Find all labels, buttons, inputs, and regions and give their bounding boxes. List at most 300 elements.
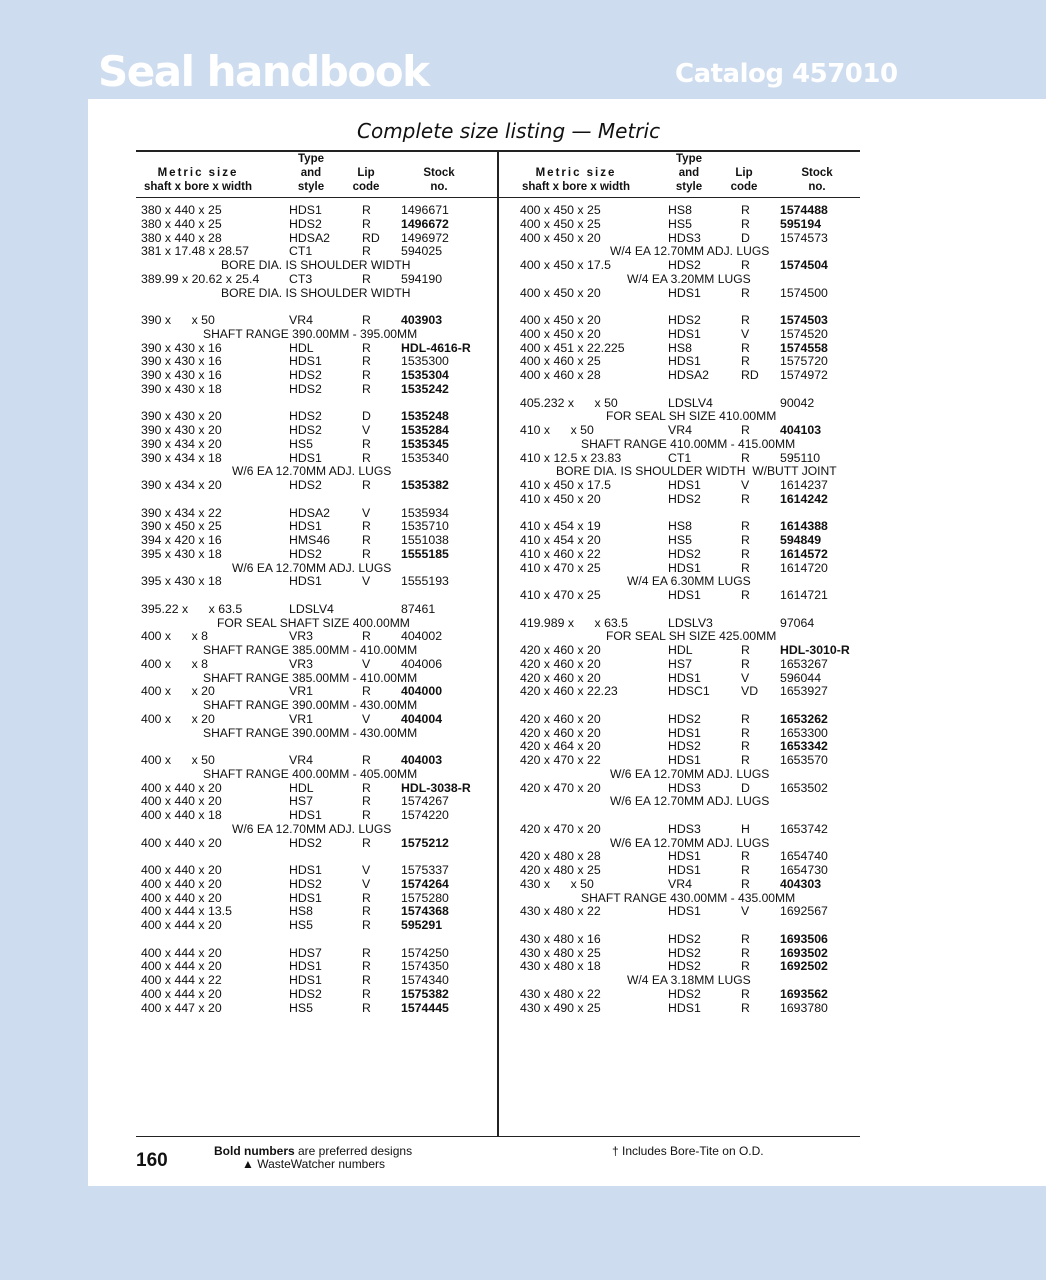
lip-cell: R bbox=[362, 340, 371, 355]
row-gap bbox=[141, 493, 493, 507]
stock-cell: 404000 bbox=[401, 684, 443, 699]
stock-cell: 1575280 bbox=[401, 890, 449, 905]
size-cell: 390 x 430 x 18 bbox=[141, 381, 222, 396]
type-cell: HDS1 bbox=[289, 574, 322, 589]
stock-cell: 1551038 bbox=[401, 533, 449, 547]
size-cell: 430 x 480 x 16 bbox=[520, 931, 601, 946]
stock-cell: 404103 bbox=[780, 423, 822, 437]
table-row bbox=[520, 548, 858, 562]
stock-cell: 1535284 bbox=[401, 423, 449, 437]
type-cell: HDS1 bbox=[668, 588, 701, 602]
size-cell: 420 x 470 x 22 bbox=[520, 753, 601, 767]
stock-cell: 596044 bbox=[780, 670, 822, 685]
stock-cell: 1692502 bbox=[780, 959, 828, 974]
stock-cell: 594190 bbox=[401, 271, 443, 286]
lip-cell: R bbox=[362, 808, 371, 822]
right-lip-header: Lip code bbox=[730, 166, 758, 193]
note-text: SHAFT RANGE 390.00MM - 395.00MM bbox=[203, 326, 418, 341]
stock-cell: 1653502 bbox=[780, 780, 828, 795]
size-cell: 400 x x 20 bbox=[141, 711, 215, 726]
size-cell: 420 x 460 x 20 bbox=[520, 643, 601, 657]
stock-cell: 1693506 bbox=[780, 931, 828, 946]
size-cell: 410 x 454 x 19 bbox=[520, 519, 601, 534]
table-row bbox=[141, 575, 493, 589]
table-row bbox=[141, 809, 493, 823]
table-row bbox=[520, 644, 858, 658]
table-row bbox=[520, 328, 858, 342]
lip-cell: R bbox=[362, 519, 371, 534]
wastewatcher-legend: ▲ WasteWatcher numbers bbox=[242, 1157, 386, 1171]
type-cell: HMS46 bbox=[289, 533, 331, 547]
table-row-note bbox=[520, 768, 858, 782]
table-row bbox=[520, 369, 858, 383]
stock-cell: 1535382 bbox=[401, 478, 449, 492]
stock-cell: 87461 bbox=[401, 601, 436, 616]
table-row-note bbox=[520, 795, 858, 809]
stock-cell: 1693502 bbox=[780, 945, 828, 960]
size-cell: 420 x 470 x 20 bbox=[520, 780, 601, 795]
stock-cell: 1693780 bbox=[780, 1000, 828, 1015]
lip-cell: R bbox=[741, 945, 750, 960]
stock-cell: 1574573 bbox=[780, 230, 828, 245]
stock-cell: 1555185 bbox=[401, 546, 449, 561]
row-gap bbox=[520, 300, 858, 314]
stock-cell: 1574558 bbox=[780, 340, 828, 355]
note-text: SHAFT RANGE 390.00MM - 430.00MM bbox=[203, 698, 418, 712]
table-row bbox=[520, 727, 858, 741]
lip-cell: R bbox=[741, 753, 750, 767]
table-row bbox=[141, 534, 493, 548]
size-cell: 400 x 450 x 20 bbox=[520, 285, 601, 300]
lip-cell: R bbox=[741, 588, 750, 602]
note-text: BORE DIA. IS SHOULDER WIDTH bbox=[221, 258, 411, 272]
size-cell: 430 x 480 x 22 bbox=[520, 904, 601, 919]
size-cell: 420 x 480 x 25 bbox=[520, 863, 601, 877]
stock-cell: 1574340 bbox=[401, 973, 449, 987]
type-cell: HS5 bbox=[289, 1000, 313, 1015]
type-cell: VR1 bbox=[289, 684, 313, 699]
type-cell: VR4 bbox=[668, 423, 692, 437]
handbook-title: Seal handbook bbox=[98, 47, 429, 96]
table-row bbox=[141, 218, 493, 232]
size-cell: 400 x 450 x 20 bbox=[520, 230, 601, 245]
right-stock-header: Stock no. bbox=[801, 166, 833, 193]
table-row bbox=[520, 314, 858, 328]
table-row bbox=[520, 617, 858, 631]
lip-cell: R bbox=[362, 684, 371, 699]
note-text: W/4 EA 3.18MM LUGS bbox=[627, 973, 751, 987]
type-cell: HDL bbox=[289, 340, 314, 355]
type-cell: VR1 bbox=[289, 711, 313, 726]
size-cell: 390 x 434 x 20 bbox=[141, 436, 222, 451]
table-row bbox=[520, 355, 858, 369]
type-cell: HDSC1 bbox=[668, 684, 710, 699]
size-cell: 400 x x 20 bbox=[141, 684, 215, 699]
stock-cell: 595291 bbox=[401, 918, 443, 932]
type-cell: CT1 bbox=[668, 450, 692, 465]
type-cell: HDS2 bbox=[289, 986, 322, 1001]
bold-legend-text: are preferred designs bbox=[294, 1144, 413, 1158]
size-cell: 430 x 480 x 25 bbox=[520, 945, 601, 960]
lip-cell: R bbox=[741, 450, 750, 465]
size-cell: 400 x 450 x 25 bbox=[520, 203, 601, 217]
note-text: SHAFT RANGE 430.00MM - 435.00MM bbox=[581, 890, 796, 905]
size-cell: 420 x 460 x 20 bbox=[520, 725, 601, 740]
lip-cell: R bbox=[362, 753, 371, 767]
table-row bbox=[141, 479, 493, 493]
size-cell: 400 x 440 x 20 bbox=[141, 863, 222, 877]
table-row bbox=[141, 548, 493, 562]
size-cell: 389.99 x 20.62 x 25.4 bbox=[141, 271, 260, 286]
size-cell: 390 x 430 x 16 bbox=[141, 354, 222, 369]
table-row bbox=[520, 672, 858, 686]
size-cell: 410 x 12.5 x 23.83 bbox=[520, 450, 622, 465]
table-row bbox=[520, 287, 858, 301]
lip-cell: R bbox=[362, 918, 371, 932]
type-cell: HDS2 bbox=[289, 216, 322, 231]
note-text: W/6 EA 12.70MM ADJ. LUGS bbox=[232, 560, 392, 575]
type-cell: HDS2 bbox=[668, 739, 701, 754]
size-cell: 394 x 420 x 16 bbox=[141, 533, 222, 547]
type-cell: HDS1 bbox=[668, 753, 701, 767]
table-row-note bbox=[141, 672, 493, 686]
stock-cell: 1535248 bbox=[401, 409, 449, 424]
lip-cell: V bbox=[741, 478, 750, 492]
table-row bbox=[141, 232, 493, 246]
lip-cell: H bbox=[741, 821, 750, 836]
lip-cell: R bbox=[741, 986, 750, 1001]
stock-cell: 1653300 bbox=[780, 725, 828, 740]
stock-cell: 1614242 bbox=[780, 491, 828, 506]
lip-cell: R bbox=[362, 436, 371, 451]
lip-cell: R bbox=[741, 313, 750, 327]
note-text: FOR SEAL SH SIZE 425.00MM bbox=[606, 629, 777, 644]
lip-cell: R bbox=[362, 835, 371, 850]
size-cell: 400 x 460 x 28 bbox=[520, 368, 601, 382]
table-row-note bbox=[141, 699, 493, 713]
size-cell: 381 x 17.48 x 28.57 bbox=[141, 244, 250, 259]
stock-cell: 1614720 bbox=[780, 560, 828, 575]
lip-cell: R bbox=[362, 794, 371, 809]
lip-cell: V bbox=[362, 505, 371, 520]
table-row bbox=[141, 905, 493, 919]
type-cell: CT1 bbox=[289, 244, 313, 259]
stock-cell: 1693562 bbox=[780, 986, 828, 1001]
row-gap bbox=[141, 933, 493, 947]
lip-cell: R bbox=[741, 354, 750, 369]
type-cell: HDSA2 bbox=[289, 230, 331, 245]
size-cell: 400 x 450 x 20 bbox=[520, 313, 601, 327]
stock-cell: 1614572 bbox=[780, 546, 828, 561]
lip-cell: R bbox=[741, 340, 750, 355]
size-cell: 400 x 444 x 20 bbox=[141, 918, 222, 932]
stock-cell: 1653742 bbox=[780, 821, 828, 836]
stock-cell: 1496671 bbox=[401, 203, 449, 217]
stock-cell: 594849 bbox=[780, 533, 822, 547]
type-cell: HDS1 bbox=[289, 519, 322, 534]
type-cell: HDS1 bbox=[668, 560, 701, 575]
column-divider bbox=[497, 150, 499, 1137]
stock-cell: 404303 bbox=[780, 876, 822, 891]
table-row bbox=[520, 947, 858, 961]
table-row bbox=[141, 795, 493, 809]
lip-cell: V bbox=[362, 423, 371, 437]
left-listing bbox=[141, 204, 493, 1015]
size-cell: 390 x 430 x 16 bbox=[141, 368, 222, 382]
type-cell: HDS2 bbox=[289, 546, 322, 561]
stock-cell: 1574504 bbox=[780, 258, 828, 272]
lip-cell: R bbox=[362, 313, 371, 327]
table-row bbox=[520, 589, 858, 603]
lip-cell: R bbox=[741, 959, 750, 974]
stock-cell: 1692567 bbox=[780, 904, 828, 919]
size-cell: 400 x 444 x 20 bbox=[141, 959, 222, 974]
table-row-note bbox=[520, 410, 858, 424]
lip-cell: R bbox=[741, 203, 750, 217]
table-row bbox=[141, 864, 493, 878]
table-row-note bbox=[141, 465, 493, 479]
row-gap bbox=[141, 589, 493, 603]
stock-cell: 1574972 bbox=[780, 368, 828, 382]
stock-cell: 1574350 bbox=[401, 959, 449, 974]
table-row bbox=[520, 960, 858, 974]
table-row bbox=[141, 878, 493, 892]
table-row bbox=[141, 837, 493, 851]
size-cell: 420 x 470 x 20 bbox=[520, 821, 601, 836]
lip-cell: R bbox=[741, 739, 750, 754]
size-cell: 400 x 450 x 20 bbox=[520, 326, 601, 341]
stock-cell: 1575337 bbox=[401, 863, 449, 877]
note-text: SHAFT RANGE 400.00MM - 405.00MM bbox=[203, 766, 418, 781]
lip-cell: RD bbox=[362, 230, 380, 245]
table-row-note bbox=[141, 768, 493, 782]
table-row bbox=[141, 603, 493, 617]
type-cell: HS8 bbox=[289, 904, 313, 919]
size-cell: 400 x 444 x 22 bbox=[141, 973, 222, 987]
lip-cell: R bbox=[741, 643, 750, 657]
stock-cell: 1653570 bbox=[780, 753, 828, 767]
stock-cell: 1574488 bbox=[780, 203, 828, 217]
lip-cell: R bbox=[741, 711, 750, 726]
table-row bbox=[141, 245, 493, 259]
size-cell: 380 x 440 x 25 bbox=[141, 216, 222, 231]
type-cell: HDS1 bbox=[289, 808, 322, 822]
type-cell: VR4 bbox=[289, 753, 313, 767]
left-lip-header: Lip code bbox=[352, 166, 380, 193]
note-text: W/6 EA 12.70MM ADJ. LUGS bbox=[610, 766, 770, 781]
table-row-note bbox=[141, 727, 493, 741]
stock-cell: 1496672 bbox=[401, 216, 449, 231]
size-cell: 420 x 460 x 20 bbox=[520, 670, 601, 685]
table-row bbox=[520, 823, 858, 837]
size-cell: 400 x 440 x 20 bbox=[141, 780, 222, 795]
type-cell: HS5 bbox=[668, 216, 692, 231]
table-row bbox=[520, 479, 858, 493]
table-row bbox=[141, 658, 493, 672]
left-type-header: Type and style bbox=[297, 153, 325, 193]
table-row bbox=[520, 850, 858, 864]
type-cell: HS8 bbox=[668, 519, 692, 534]
type-cell: HS8 bbox=[668, 340, 692, 355]
type-cell: HDS1 bbox=[668, 670, 701, 685]
stock-cell: 1535934 bbox=[401, 505, 449, 520]
size-cell: 390 x 430 x 20 bbox=[141, 409, 222, 424]
size-cell: 400 x 450 x 17.5 bbox=[520, 258, 611, 272]
table-row-note bbox=[141, 823, 493, 837]
type-cell: HDSA2 bbox=[289, 505, 331, 520]
type-cell: VR4 bbox=[668, 876, 692, 891]
type-cell: HDS1 bbox=[668, 285, 701, 300]
size-cell: 420 x 460 x 20 bbox=[520, 711, 601, 726]
note-text: SHAFT RANGE 410.00MM - 415.00MM bbox=[581, 436, 796, 451]
type-cell: HDS1 bbox=[668, 863, 701, 877]
boretite-legend: † Includes Bore-Tite on O.D. bbox=[612, 1144, 764, 1158]
bold-legend bbox=[214, 1144, 412, 1158]
lip-cell: V bbox=[362, 574, 371, 589]
row-gap bbox=[141, 740, 493, 754]
row-gap bbox=[520, 603, 858, 617]
type-cell: HDS2 bbox=[289, 381, 322, 396]
size-cell: 430 x 480 x 18 bbox=[520, 959, 601, 974]
table-row bbox=[141, 410, 493, 424]
table-row-note bbox=[141, 287, 493, 301]
size-cell: 400 x 460 x 25 bbox=[520, 354, 601, 369]
type-cell: HS8 bbox=[668, 203, 692, 217]
table-row bbox=[141, 988, 493, 1002]
size-cell: 400 x 450 x 25 bbox=[520, 216, 601, 231]
table-row bbox=[520, 259, 858, 273]
type-cell: HDS2 bbox=[668, 931, 701, 946]
type-cell: HDS3 bbox=[668, 821, 701, 836]
size-cell: 400 x 451 x 22.225 bbox=[520, 340, 625, 355]
table-row bbox=[520, 342, 858, 356]
table-row bbox=[141, 685, 493, 699]
lip-cell: V bbox=[362, 876, 371, 891]
table-row bbox=[520, 397, 858, 411]
lip-cell: R bbox=[741, 491, 750, 506]
type-cell: HS7 bbox=[668, 656, 692, 671]
lip-cell: R bbox=[741, 560, 750, 575]
note-text: W/6 EA 12.70MM ADJ. LUGS bbox=[232, 821, 392, 836]
lip-cell: R bbox=[362, 216, 371, 231]
lip-cell: R bbox=[741, 849, 750, 864]
type-cell: HDS1 bbox=[289, 959, 322, 974]
lip-cell: V bbox=[362, 656, 371, 671]
lip-cell: R bbox=[362, 904, 371, 919]
table-row bbox=[141, 947, 493, 961]
stock-cell: 1535345 bbox=[401, 436, 449, 451]
table-row bbox=[520, 878, 858, 892]
table-row bbox=[141, 1002, 493, 1016]
stock-cell: 1535304 bbox=[401, 368, 449, 382]
size-cell: 390 x 434 x 20 bbox=[141, 478, 222, 492]
stock-cell: 1614721 bbox=[780, 588, 828, 602]
size-cell: 410 x 470 x 25 bbox=[520, 560, 601, 575]
size-cell: 400 x 440 x 20 bbox=[141, 835, 222, 850]
lip-cell: R bbox=[741, 423, 750, 437]
size-cell: 400 x x 50 bbox=[141, 753, 215, 767]
row-gap bbox=[520, 809, 858, 823]
table-row bbox=[520, 685, 858, 699]
table-row bbox=[520, 493, 858, 507]
stock-cell: HDL-4616-R bbox=[401, 340, 471, 355]
table-row bbox=[141, 520, 493, 534]
size-cell: 390 x x 50 bbox=[141, 313, 215, 327]
note-text: W/6 EA 12.70MM ADJ. LUGS bbox=[610, 794, 770, 809]
table-row bbox=[141, 314, 493, 328]
lip-cell: R bbox=[362, 986, 371, 1001]
table-row bbox=[141, 452, 493, 466]
lip-cell: R bbox=[741, 931, 750, 946]
lip-cell: R bbox=[362, 354, 371, 369]
stock-cell: 1574368 bbox=[401, 904, 449, 919]
lip-cell: R bbox=[362, 271, 371, 286]
type-cell: HDS2 bbox=[668, 711, 701, 726]
lip-cell: R bbox=[362, 478, 371, 492]
table-row-note bbox=[141, 562, 493, 576]
stock-cell: 1614388 bbox=[780, 519, 828, 534]
type-cell: VR3 bbox=[289, 656, 313, 671]
note-text: W/4 EA 12.70MM ADJ. LUGS bbox=[610, 244, 770, 259]
lip-cell: D bbox=[741, 230, 750, 245]
table-row-note bbox=[520, 465, 858, 479]
stock-cell: 1535300 bbox=[401, 354, 449, 369]
left-stock-header: Stock no. bbox=[423, 166, 455, 193]
size-cell: 400 x 447 x 20 bbox=[141, 1000, 222, 1015]
note-text: FOR SEAL SH SIZE 410.00MM bbox=[606, 409, 777, 424]
page-number: 160 bbox=[136, 1150, 168, 1171]
lip-cell: R bbox=[362, 1000, 371, 1015]
type-cell: HDS1 bbox=[668, 849, 701, 864]
type-cell: HS5 bbox=[289, 436, 313, 451]
table-row bbox=[520, 218, 858, 232]
size-cell: 410 x 460 x 22 bbox=[520, 546, 601, 561]
size-cell: 390 x 434 x 18 bbox=[141, 450, 222, 465]
row-gap bbox=[141, 850, 493, 864]
table-row bbox=[141, 630, 493, 644]
size-cell: 390 x 430 x 16 bbox=[141, 340, 222, 355]
stock-cell: 1574503 bbox=[780, 313, 828, 327]
note-text: W/4 EA 3.20MM LUGS bbox=[627, 271, 751, 286]
type-cell: HDS2 bbox=[668, 986, 701, 1001]
type-cell: CT3 bbox=[289, 271, 313, 286]
type-cell: HDS2 bbox=[289, 876, 322, 891]
table-row bbox=[141, 892, 493, 906]
table-row bbox=[141, 919, 493, 933]
table-row bbox=[520, 988, 858, 1002]
lip-cell: R bbox=[362, 368, 371, 382]
stock-cell: 594025 bbox=[401, 244, 443, 259]
size-cell: 420 x 464 x 20 bbox=[520, 739, 601, 754]
page-subtitle: Complete size listing — Metric bbox=[357, 119, 661, 143]
table-row bbox=[520, 1002, 858, 1016]
size-cell: 400 x 444 x 20 bbox=[141, 986, 222, 1001]
size-cell: 400 x x 8 bbox=[141, 629, 208, 644]
lip-cell: R bbox=[362, 203, 371, 217]
type-cell: LDSLV3 bbox=[668, 615, 713, 630]
lip-cell: R bbox=[741, 258, 750, 272]
table-row bbox=[141, 424, 493, 438]
type-cell: HDS1 bbox=[289, 973, 322, 987]
note-text: SHAFT RANGE 390.00MM - 430.00MM bbox=[203, 725, 418, 740]
lip-cell: V bbox=[741, 904, 750, 919]
size-cell: 390 x 434 x 22 bbox=[141, 505, 222, 520]
size-cell: 430 x 490 x 25 bbox=[520, 1000, 601, 1015]
lip-cell: R bbox=[741, 725, 750, 740]
type-cell: HS5 bbox=[668, 533, 692, 547]
lip-cell: D bbox=[362, 409, 371, 424]
table-row bbox=[520, 452, 858, 466]
